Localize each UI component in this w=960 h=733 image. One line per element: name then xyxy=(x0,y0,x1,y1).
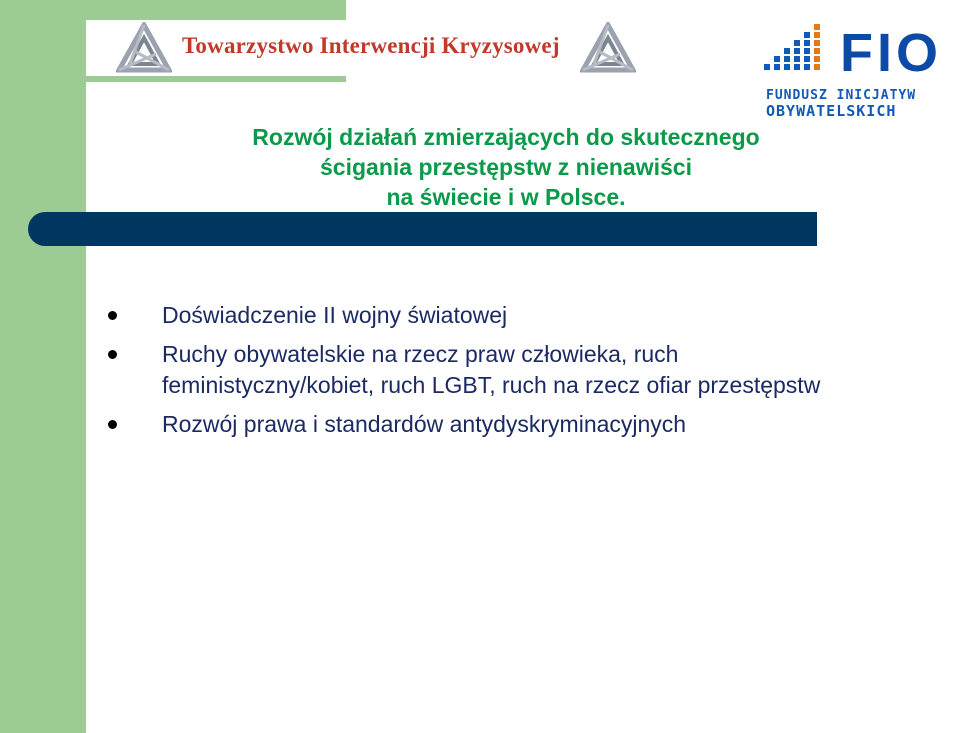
bullet-text: Ruchy obywatelskie na rzecz praw człowieka, ruch feministyczny/kobiet, ruch LGBT, ruch na rzecz ofiar przestępstw xyxy=(162,341,821,398)
triangle-knot-icon xyxy=(116,22,172,74)
slide-title-line: na świecie i w Polsce. xyxy=(386,184,626,210)
title-divider-bar xyxy=(28,212,817,246)
white-corner xyxy=(86,82,146,122)
fio-logo xyxy=(760,22,952,120)
bullet-dot-icon xyxy=(108,350,117,359)
bullet-dot-icon xyxy=(108,420,117,429)
bullet-text: Rozwój prawa i standardów antydyskryminacyjnych xyxy=(162,411,687,437)
tik-header-banner xyxy=(86,20,646,76)
fio-subtitle-line2: OBYWATELSKICH xyxy=(766,102,897,120)
fio-subtitle-line1: FUNDUSZ INICJATYW xyxy=(766,88,917,103)
fio-wordmark: FIO xyxy=(840,23,942,83)
slide-title-line: Rozwój działań zmierzających do skutecznego xyxy=(252,124,760,150)
bullet-item xyxy=(108,409,828,440)
slide-title xyxy=(200,122,812,212)
bullet-dot-icon xyxy=(108,311,117,320)
bullet-list xyxy=(108,300,828,448)
organization-name: Towarzystwo Interwencji Kryzysowej xyxy=(182,33,560,58)
bullet-text: Doświadczenie II wojny światowej xyxy=(162,302,508,328)
left-green-band xyxy=(0,0,86,733)
bullet-item xyxy=(108,339,828,401)
bullet-item xyxy=(108,300,828,331)
triangle-knot-icon xyxy=(580,22,636,74)
fio-bars-icon xyxy=(760,24,836,80)
slide-title-line: ścigania przestępstw z nienawiści xyxy=(320,154,692,180)
